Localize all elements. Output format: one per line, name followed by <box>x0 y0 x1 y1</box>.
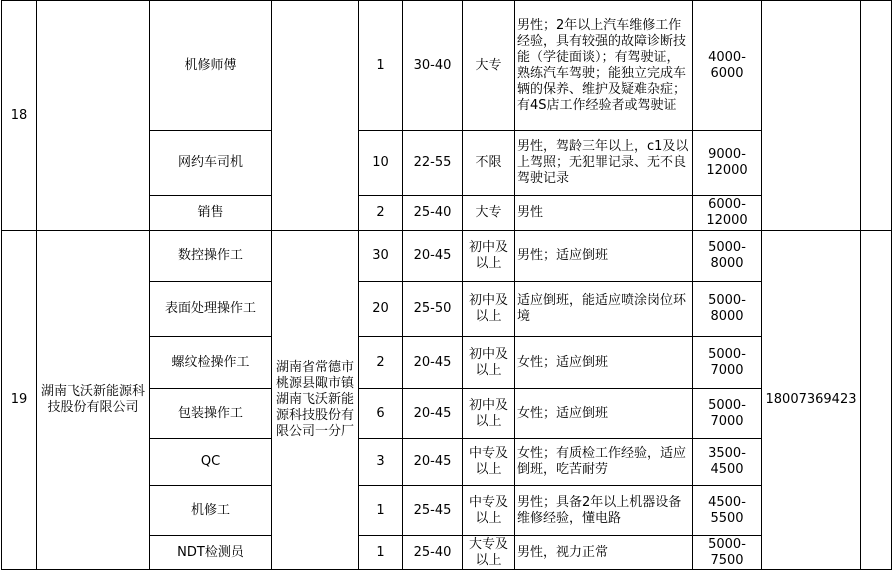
count-cell: 3 <box>359 439 403 486</box>
count-cell: 1 <box>359 536 403 570</box>
age-cell: 25-50 <box>403 282 463 337</box>
count-cell: 10 <box>359 131 403 196</box>
education-cell: 大专 <box>463 196 515 231</box>
count-cell: 1 <box>359 486 403 536</box>
job-title-cell: 表面处理操作工 <box>150 282 272 337</box>
salary-cell: 3500-4500 <box>693 439 762 486</box>
age-cell: 20-45 <box>403 439 463 486</box>
remark-cell <box>861 1 892 231</box>
location-cell <box>272 1 359 231</box>
requirement-cell: 女性；适应倒班 <box>515 389 693 439</box>
location-cell: 湖南省常德市桃源县陬市镇湖南飞沃新能源科技股份有限公司一分厂 <box>272 231 359 570</box>
requirement-cell: 男性；适应倒班 <box>515 231 693 282</box>
requirement-cell: 适应倒班，能适应喷涂岗位环境 <box>515 282 693 337</box>
salary-cell: 5000-8000 <box>693 231 762 282</box>
age-cell: 30-40 <box>403 1 463 131</box>
job-title-cell: 销售 <box>150 196 272 231</box>
salary-cell: 4500-5500 <box>693 486 762 536</box>
requirement-cell: 男性，视力正常 <box>515 536 693 570</box>
education-cell: 初中及以上 <box>463 389 515 439</box>
salary-cell: 5000-7000 <box>693 337 762 389</box>
age-cell: 25-45 <box>403 486 463 536</box>
count-cell: 6 <box>359 389 403 439</box>
salary-cell: 5000-7000 <box>693 389 762 439</box>
requirement-cell: 男性，驾龄三年以上，c1及以上驾照；无犯罪记录、无不良驾驶记录 <box>515 131 693 196</box>
count-cell: 20 <box>359 282 403 337</box>
age-cell: 22-55 <box>403 131 463 196</box>
salary-cell: 4000-6000 <box>693 1 762 131</box>
age-cell: 25-40 <box>403 196 463 231</box>
job-title-cell: QC <box>150 439 272 486</box>
age-cell: 20-45 <box>403 231 463 282</box>
education-cell: 中专及以上 <box>463 486 515 536</box>
age-cell: 20-45 <box>403 337 463 389</box>
count-cell: 1 <box>359 1 403 131</box>
age-cell: 25-40 <box>403 536 463 570</box>
salary-cell: 9000-12000 <box>693 131 762 196</box>
job-title-cell: 网约车司机 <box>150 131 272 196</box>
requirement-cell: 男性 <box>515 196 693 231</box>
requirement-cell: 男性；具备2年以上机器设备维修经验，懂电路 <box>515 486 693 536</box>
education-cell: 中专及以上 <box>463 439 515 486</box>
education-cell: 不限 <box>463 131 515 196</box>
contact-cell <box>762 1 861 231</box>
job-title-cell: 机修师傅 <box>150 1 272 131</box>
job-title-cell: NDT检测员 <box>150 536 272 570</box>
job-title-cell: 数控操作工 <box>150 231 272 282</box>
table-row <box>2 231 892 282</box>
company-cell <box>37 1 150 231</box>
contact-cell: 18007369423 <box>762 231 861 570</box>
education-cell: 大专及以上 <box>463 536 515 570</box>
count-cell: 2 <box>359 196 403 231</box>
education-cell: 初中及以上 <box>463 231 515 282</box>
seq-cell: 19 <box>2 231 37 570</box>
job-title-cell: 机修工 <box>150 486 272 536</box>
job-title-cell: 包装操作工 <box>150 389 272 439</box>
education-cell: 大专 <box>463 1 515 131</box>
remark-cell <box>861 231 892 570</box>
job-title-cell: 螺纹检操作工 <box>150 337 272 389</box>
table-row <box>2 1 892 131</box>
education-cell: 初中及以上 <box>463 282 515 337</box>
requirement-cell: 女性；有质检工作经验，适应倒班，吃苦耐劳 <box>515 439 693 486</box>
salary-cell: 5000-7500 <box>693 536 762 570</box>
requirement-cell: 男性；2年以上汽车维修工作经验，具有较强的故障诊断技能（学徒面谈）；有驾驶证，熟练汽车驾驶；能独立完成车辆的保养、维护及疑难杂症；有4S店工作经验者或驾驶证 <box>515 1 693 131</box>
seq-cell: 18 <box>2 1 37 231</box>
count-cell: 2 <box>359 337 403 389</box>
age-cell: 20-45 <box>403 389 463 439</box>
job-listing-table <box>1 0 892 570</box>
count-cell: 30 <box>359 231 403 282</box>
requirement-cell: 女性；适应倒班 <box>515 337 693 389</box>
company-cell: 湖南飞沃新能源科技股份有限公司 <box>37 231 150 570</box>
salary-cell: 5000-8000 <box>693 282 762 337</box>
salary-cell: 6000-12000 <box>693 196 762 231</box>
education-cell: 初中及以上 <box>463 337 515 389</box>
